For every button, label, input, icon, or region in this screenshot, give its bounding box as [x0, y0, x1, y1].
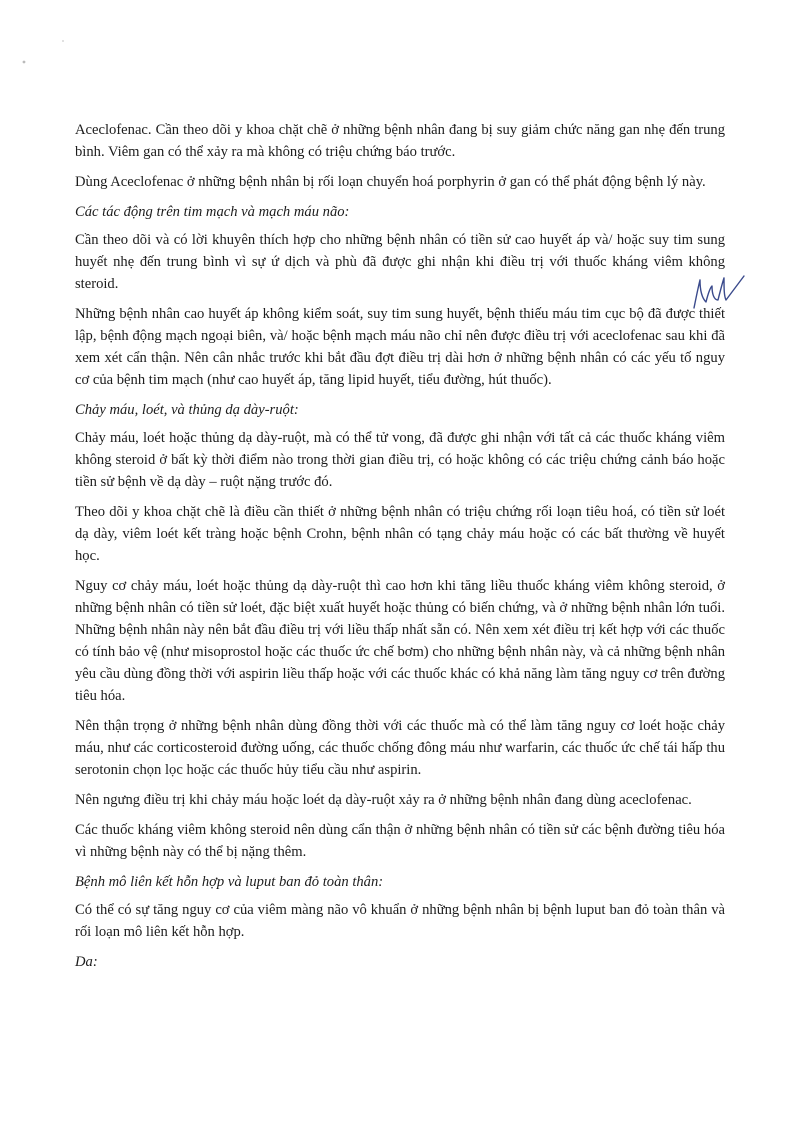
paragraph-discontinue: Nên ngưng điều trị khi chảy máu hoặc loét dạ dày-ruột xảy ra ở những bệnh nhân đang dùng aceclofenac. — [75, 792, 692, 808]
paragraph-gi-history: Các thuốc kháng viêm không steroid nên dùng cẩn thận ở những bệnh nhân có tiền sử các bệnh đường tiêu hóa vì những bệnh này có thể bị nặng thêm. — [75, 822, 725, 860]
heading-cardiovascular: Các tác động trên tim mạch và mạch máu não: — [75, 204, 350, 220]
paragraph-porphyria: Dùng Aceclofenac ở những bệnh nhân bị rối loạn chuyển hoá porphyrin ở gan có thể phát động bệnh lý này. — [75, 174, 706, 190]
scan-speck — [60, 38, 66, 44]
handwritten-initial-signature — [688, 272, 746, 314]
paragraph-gi-bleeding-reports: Chảy máu, loét hoặc thủng dạ dày-ruột, mà có thể tử vong, đã được ghi nhận với tất cả các thuốc kháng viêm không steroid ở bất kỳ thời điểm nào trong thời gian điều trị, có hoặc không có các triệu chứng cảnh báo hoặc tiền sử bệnh về dạ dày – ruột nặng trước đó. — [75, 430, 725, 490]
paragraph-gi-risk: Nguy cơ chảy máu, loét hoặc thủng dạ dày-ruột thì cao hơn khi tăng liều thuốc kháng viêm không steroid, ở những bệnh nhân có tiền sử loét, đặc biệt xuất huyết hoặc thủng có biến chứng, và ở những bệnh nhân lớn tuổi. Những bệnh nhân này nên bắt đầu điều trị với liều thấp nhất sẵn có. Nên xem xét điều trị kết hợp với các thuốc có tính bảo vệ (như misoprostol hoặc các thuốc ức chế bơm) cho những bệnh nhân này, và cả những bệnh nhân yêu cầu dùng đồng thời với aspirin liều thấp hoặc với các thuốc khác có khả năng làm tăng nguy cơ trên đường tiêu hóa. — [75, 578, 725, 704]
paragraph-hypertension-advice: Cần theo dõi và có lời khuyên thích hợp cho những bệnh nhân có tiền sử cao huyết áp và/ hoặc suy tim sung huyết nhẹ đến trung bình vì sự ứ dịch và phù đã được ghi nhận khi điều trị với thuốc kháng viêm không steroid. — [75, 232, 725, 292]
paragraph-gi-monitoring: Theo dõi y khoa chặt chẽ là điều cần thiết ở những bệnh nhân có triệu chứng rối loạn tiêu hoá, có tiền sử loét dạ dày, viêm loét kết tràng hoặc bệnh Crohn, bệnh nhân có tạng chảy máu hoặc có các bất thường về huyết học. — [75, 504, 725, 564]
scan-speck — [20, 58, 28, 66]
heading-lupus: Bệnh mô liên kết hỗn hợp và luput ban đỏ toàn thân: — [75, 874, 384, 890]
document-body — [75, 119, 725, 979]
heading-skin: Da: — [75, 954, 98, 970]
paragraph-cardiac-risk: Những bệnh nhân cao huyết áp không kiểm soát, suy tim sung huyết, bệnh thiếu máu tim cục bộ đã được thiết lập, bệnh động mạch ngoại biên, và/ hoặc bệnh mạch máu não chỉ nên được điều trị với aceclofenac sau khi đã xem xét cẩn thận. Nên cân nhắc trước khi bắt đầu đợt điều trị dài hơn ở những bệnh nhân có các yếu tố nguy cơ của bệnh tim mạch (như cao huyết áp, tăng lipid huyết, tiểu đường, hút thuốc). — [75, 306, 725, 388]
paragraph-concomitant-drugs: Nên thận trọng ở những bệnh nhân dùng đồng thời với các thuốc mà có thể làm tăng nguy cơ loét hoặc chảy máu, như các corticosteroid đường uống, các thuốc chống đông máu như warfarin, các thuốc ức chế tái hấp thu serotonin chọn lọc hoặc các thuốc hủy tiểu cầu như aspirin. — [75, 718, 725, 778]
heading-gi-bleeding: Chảy máu, loét, và thủng dạ dày-ruột: — [75, 402, 299, 418]
paragraph-hepatic-monitoring: Aceclofenac. Cần theo dõi y khoa chặt chẽ ở những bệnh nhân đang bị suy giảm chức năng gan nhẹ đến trung bình. Viêm gan có thể xảy ra mà không có triệu chứng báo trước. — [75, 122, 725, 160]
paragraph-meningitis: Có thể có sự tăng nguy cơ của viêm màng não vô khuẩn ở những bệnh nhân bị bệnh luput ban đỏ toàn thân và rối loạn mô liên kết hỗn hợp. — [75, 902, 725, 940]
